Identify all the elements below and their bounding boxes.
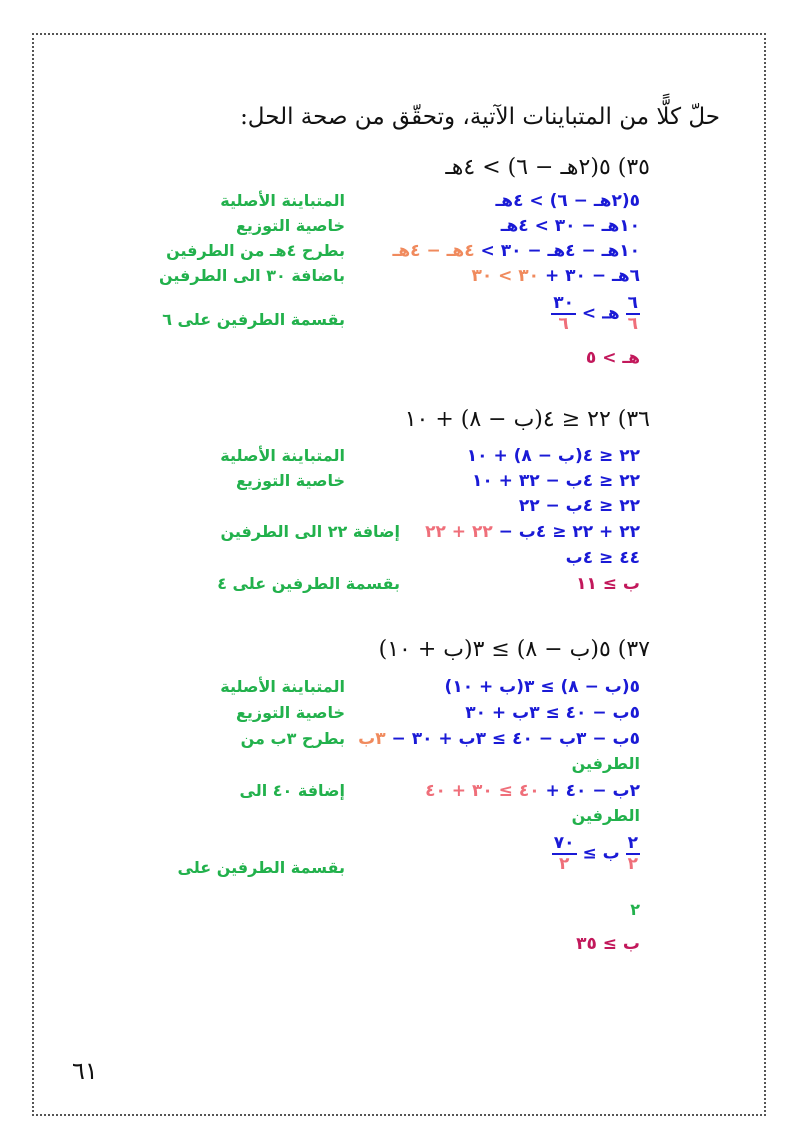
- page-title: حلّ كلًّا من المتباينات الآتية، وتحقّق من صحة الحل:: [240, 104, 720, 130]
- p35-note-1: المتباينة الأصلية: [220, 191, 345, 210]
- p35-step-5: [551, 294, 640, 333]
- p37-step-4-main: ٢ب − ٤٠ +: [539, 781, 640, 801]
- p35-fraction-right: $\frac{٣٠}{٦}$: [553, 293, 574, 334]
- p37-step-2: ٥ب − ٤٠ ≥ ٣ب + ٣٠: [465, 703, 640, 723]
- p35-step-2: ١٠هـ − ٣٠ > ٤هـ: [500, 216, 640, 236]
- p35-note-3: بطرح ٤هـ من الطرفين: [166, 241, 345, 260]
- p37-step-4-added: ٤٠ ≥ ٣٠ + ٤٠: [425, 781, 540, 801]
- p36-step-4-main: ٢٢ + ٢٢ ≤ ٤ب −: [492, 522, 640, 542]
- p37-note-5: بقسمة الطرفين على: [177, 858, 345, 877]
- p35-step-3-main: ١٠هـ − ٤هـ − ٣٠ >: [474, 241, 640, 261]
- p37-fraction-left: $\frac{٢}{٢}$: [627, 833, 638, 874]
- p37-step-3-cont: الطرفين: [571, 754, 640, 773]
- p37-note-2: خاصية التوزيع: [235, 703, 345, 722]
- problem-37: ٣٧) ٥(ب − ٨) ≥ ٣(ب + ١٠): [378, 637, 650, 662]
- p36-step-4: [425, 522, 640, 542]
- p37-fraction-right: $\frac{٧٠}{٢}$: [553, 833, 575, 874]
- p37-step-5-extra: ٢: [630, 900, 640, 919]
- p37-step-5: [552, 834, 640, 873]
- p35-step-3-added: ٤هـ − ٤هـ: [392, 241, 475, 261]
- p35-note-5: بقسمة الطرفين على ٦: [162, 310, 345, 329]
- problem-36: ٣٦) ٢٢ ≤ ٤(ب − ٨) + ١٠: [404, 407, 650, 432]
- p37-step-5-mid: ب ≥: [582, 843, 620, 864]
- problem-35: ٣٥) ٥(٢هـ − ٦) > ٤هـ: [445, 155, 650, 180]
- p37-step-4-cont: الطرفين: [571, 806, 640, 825]
- p37-step-1: ٥(ب − ٨) ≥ ٣(ب + ١٠): [444, 677, 640, 697]
- p37-note-1: المتباينة الأصلية: [220, 677, 345, 696]
- p36-step-5: ٤٤ ≤ ٤ب: [565, 548, 640, 568]
- p36-step-1: ٢٢ ≤ ٤(ب − ٨) + ١٠: [466, 446, 640, 466]
- p35-note-4: باضافة ٣٠ الى الطرفين: [158, 266, 345, 285]
- p37-step-3: [358, 729, 640, 749]
- p36-note-4: إضافة ٢٢ الى الطرفين: [220, 522, 400, 541]
- p36-note-1: المتباينة الأصلية: [220, 446, 345, 465]
- p35-step-3: [393, 241, 640, 261]
- p37-note-3: بطرح ٣ب من: [240, 729, 345, 748]
- p37-note-4: إضافة ٤٠ الى: [239, 781, 345, 800]
- p36-step-2: ٢٢ ≤ ٤ب − ٣٢ + ١٠: [471, 471, 640, 491]
- p37-step-3-main: ٥ب − ٣ب − ٤٠ ≥ ٣ب + ٣٠ −: [385, 729, 640, 749]
- p37-step-4: [425, 781, 640, 801]
- p35-step-4-main: ٦هـ − ٣٠ +: [539, 266, 640, 286]
- p37-step-6: ب ≥ ٣٥: [576, 934, 640, 954]
- p36-step-4-added: ٢٢ + ٢٢: [425, 522, 493, 542]
- p35-note-2: خاصية التوزيع: [235, 216, 345, 235]
- p36-step-3: ٢٢ ≤ ٤ب − ٢٢: [518, 496, 640, 516]
- p35-step-4: [471, 266, 640, 286]
- p36-note-2: خاصية التوزيع: [235, 471, 345, 490]
- page-number: ٦١: [72, 1057, 98, 1085]
- p36-step-6: ب ≥ ١١: [576, 574, 640, 594]
- p35-step-4-added: ٣٠ > ٣٠: [471, 266, 540, 286]
- p37-step-3-added: ٣ب: [358, 729, 386, 749]
- p35-step-6: هـ > ٥: [585, 348, 640, 368]
- p35-step-5-mid: هـ >: [581, 303, 620, 324]
- p36-note-6: بقسمة الطرفين على ٤: [217, 574, 400, 593]
- p35-fraction-left: $\frac{٦}{٦}$: [627, 293, 638, 334]
- p35-step-1: ٥(٢هـ − ٦) > ٤هـ: [495, 191, 640, 211]
